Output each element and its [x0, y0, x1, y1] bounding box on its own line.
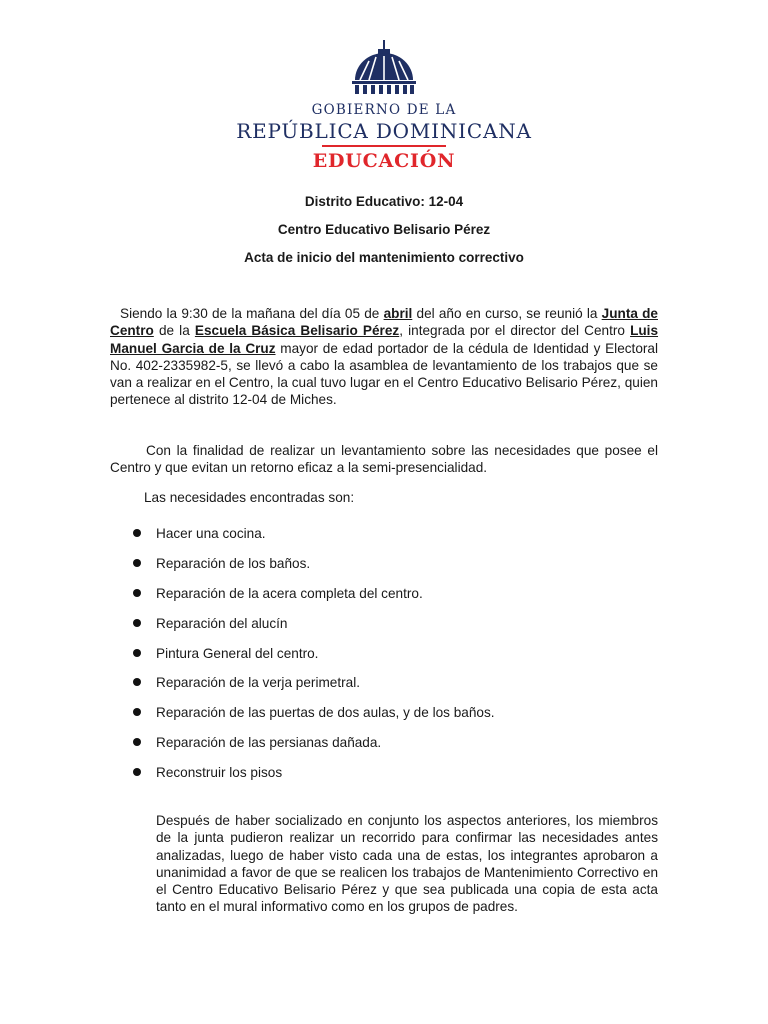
logo-line-educacion: EDUCACIÓN	[312, 150, 456, 172]
bullet-icon	[133, 768, 141, 776]
school-text: Escuela Básica Belisario Pérez	[194, 323, 400, 339]
list-item: Pintura General del centro.	[130, 645, 495, 675]
bullet-icon	[133, 708, 141, 716]
act-title: Acta de inicio del mantenimiento correctivo	[244, 250, 524, 265]
logo-line-republica: REPÚBLICA DOMINICANA	[236, 119, 532, 143]
center-title: Centro Educativo Belisario Pérez	[277, 222, 491, 237]
logo-line-gobierno: GOBIERNO DE LA	[311, 102, 457, 118]
month-text: abril	[383, 306, 413, 321]
bullet-icon	[133, 678, 141, 686]
list-item: Reparación del alucín	[130, 615, 495, 645]
conclusion-paragraph: Después de haber socializado en conjunto los aspectos anteriores, los miembros de la junta pudieron realizar un recorrido para confirmar las necesidades antes analizadas, luego de haber visto cada una de estas, los integrantes aprobaron a unanimidad a favor de que se realicen los trabajos de Mantenimiento Correctivo en el Centro Educativo Belisario Pérez y que sea publicada una copia de esta acta tanto en el mural informativo como en los grupos de padres.	[156, 813, 658, 915]
bullet-icon	[133, 649, 141, 657]
director-name: Luis Manuel Garcia de la Cruz	[110, 323, 659, 356]
bullet-icon	[133, 559, 141, 567]
list-item: Reparación de la verja perimetral.	[130, 674, 495, 704]
list-item: Reparación de la acera completa del centro.	[130, 585, 495, 615]
government-logo	[0, 40, 768, 175]
bullet-icon	[133, 589, 141, 597]
list-item: Hacer una cocina.	[130, 525, 495, 555]
intro-paragraph: Siendo la 9:30 de la mañana del día 05 de abril del año en curso, se reunió la Junta de Centro de la Escuela Básica Belisario Pérez, integrada por el director del Centro Luis Manuel Garcia de la Cruz mayor de edad portador de la cédula de Identidad y Electoral No. 402-2335982-5, se llevó a cabo la asamblea de levantamiento de los trabajos que se van a realizar en el Centro, la cual tuvo lugar en el Centro Educativo Belisario Pérez, quien pertenece al distrito 12-04 de Miches.	[110, 306, 659, 408]
list-item: Reparación de las puertas de dos aulas, y de los baños.	[130, 704, 495, 734]
list-item: Reparación de las persianas dañada.	[130, 734, 495, 764]
logo-red-rule	[322, 145, 446, 147]
purpose-paragraph: Con la finalidad de realizar un levantamiento sobre las necesidades que posee el Centro y que evitan un retorno eficaz a la semi-presencialidad.	[110, 443, 658, 476]
needs-list	[130, 525, 495, 794]
needs-intro: Las necesidades encontradas son:	[144, 490, 355, 505]
bullet-icon	[133, 529, 141, 537]
dome-emblem-icon	[349, 40, 419, 96]
junta-text: Junta de Centro	[110, 306, 658, 339]
list-item: Reconstruir los pisos	[130, 764, 495, 794]
bullet-icon	[133, 619, 141, 627]
list-item: Reparación de los baños.	[130, 555, 495, 585]
district-title: Distrito Educativo: 12-04	[304, 194, 464, 209]
bullet-icon	[133, 738, 141, 746]
